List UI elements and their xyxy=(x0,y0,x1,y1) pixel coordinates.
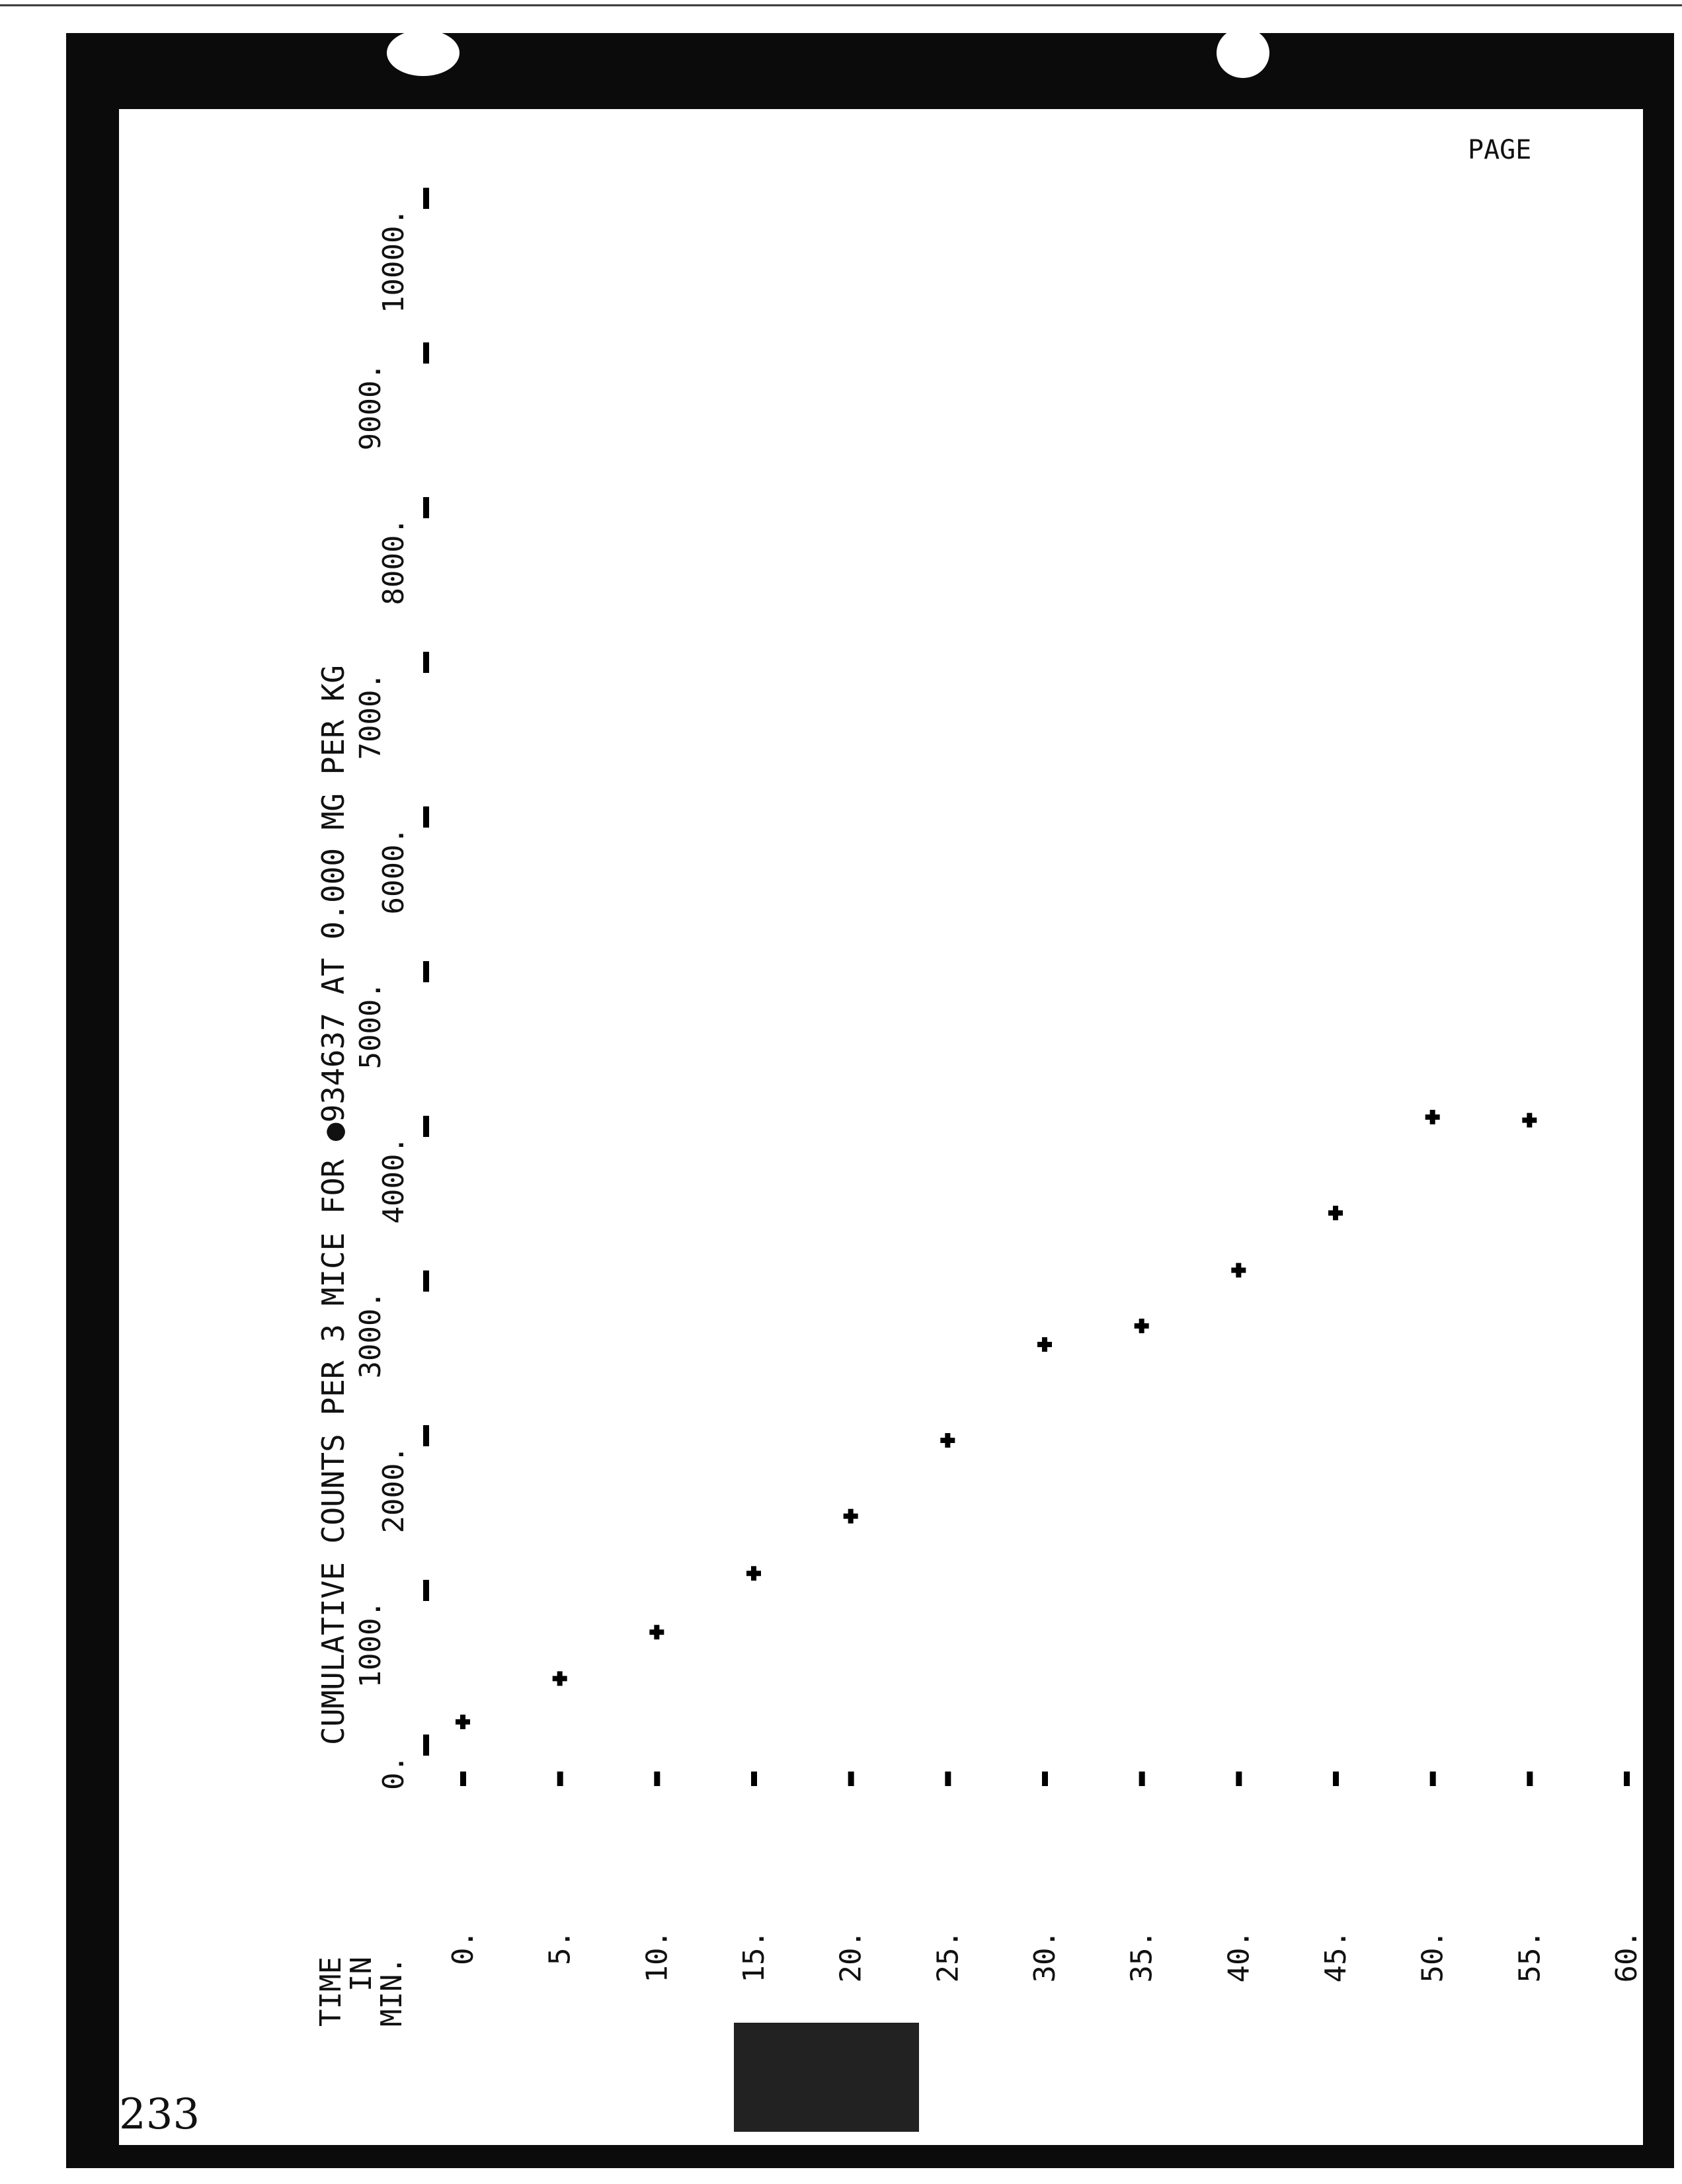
count-tick-mark xyxy=(423,1425,429,1446)
time-tick-mark xyxy=(1042,1772,1048,1786)
time-axis-label-line: IN xyxy=(344,1957,378,1992)
scan-border-top xyxy=(66,33,1673,112)
count-tick-mark xyxy=(423,497,429,518)
count-tick-label: 3000. xyxy=(354,1291,387,1379)
binder-hole-right xyxy=(1217,28,1269,78)
time-tick-label: 40. xyxy=(1222,1930,1256,1983)
count-tick-mark xyxy=(423,1735,429,1756)
count-tick-label: 8000. xyxy=(377,518,411,605)
count-tick-label: 1000. xyxy=(354,1600,387,1688)
time-tick-mark xyxy=(557,1772,563,1786)
count-tick-mark xyxy=(423,806,429,828)
chart-title: CUMULATIVE COUNTS PER 3 MICE FOR ●934637 AT 0.000 MG PER KG xyxy=(315,665,351,1745)
time-tick-label: 50. xyxy=(1416,1930,1450,1983)
redaction-block xyxy=(734,2023,919,2132)
count-tick-mark xyxy=(423,342,429,364)
count-tick-label: 4000. xyxy=(377,1136,411,1224)
time-tick-label: 20. xyxy=(834,1930,868,1983)
count-tick-label: 9000. xyxy=(354,363,387,451)
time-tick-mark xyxy=(1624,1772,1630,1786)
time-axis-label-line: MIN. xyxy=(375,1957,409,2027)
count-tick-label: 0. xyxy=(377,1755,411,1790)
time-tick-mark xyxy=(460,1772,466,1786)
count-tick-mark xyxy=(423,1580,429,1601)
time-tick-mark xyxy=(945,1772,951,1786)
time-tick-mark xyxy=(751,1772,757,1786)
binder-hole-left xyxy=(387,30,460,76)
time-axis-label-line: TIME xyxy=(314,1957,348,2027)
time-tick-label: 30. xyxy=(1028,1930,1062,1983)
page-header-fragment: PAGE xyxy=(1468,135,1532,165)
time-tick-mark xyxy=(654,1772,660,1786)
time-tick-label: 55. xyxy=(1513,1930,1547,1983)
count-tick-mark xyxy=(423,961,429,982)
count-tick-label: 5000. xyxy=(354,982,387,1070)
count-tick-label: 10000. xyxy=(377,208,411,313)
count-tick-label: 2000. xyxy=(377,1446,411,1534)
time-tick-label: 0. xyxy=(446,1930,480,1965)
time-tick-mark xyxy=(1333,1772,1339,1786)
handwritten-page-number: 233 xyxy=(119,2090,200,2139)
time-tick-label: 25. xyxy=(931,1930,965,1983)
time-tick-label: 35. xyxy=(1125,1930,1159,1983)
scan-border-bottom xyxy=(66,2142,1673,2168)
scan-border-right xyxy=(1640,33,1674,2168)
count-tick-mark xyxy=(423,1270,429,1292)
time-tick-label: 5. xyxy=(543,1930,577,1965)
count-tick-label: 6000. xyxy=(377,827,411,915)
count-tick-label: 7000. xyxy=(354,672,387,760)
time-tick-label: 60. xyxy=(1610,1930,1644,1983)
time-tick-label: 10. xyxy=(640,1930,674,1983)
count-tick-mark xyxy=(423,1116,429,1137)
time-tick-mark xyxy=(1139,1772,1145,1786)
count-tick-mark xyxy=(423,652,429,673)
time-tick-mark xyxy=(1236,1772,1242,1786)
time-tick-mark xyxy=(1430,1772,1436,1786)
count-tick-mark xyxy=(423,188,429,209)
time-tick-mark xyxy=(1527,1772,1533,1786)
time-tick-mark xyxy=(848,1772,854,1786)
time-tick-label: 45. xyxy=(1319,1930,1353,1983)
time-tick-label: 15. xyxy=(737,1930,771,1983)
